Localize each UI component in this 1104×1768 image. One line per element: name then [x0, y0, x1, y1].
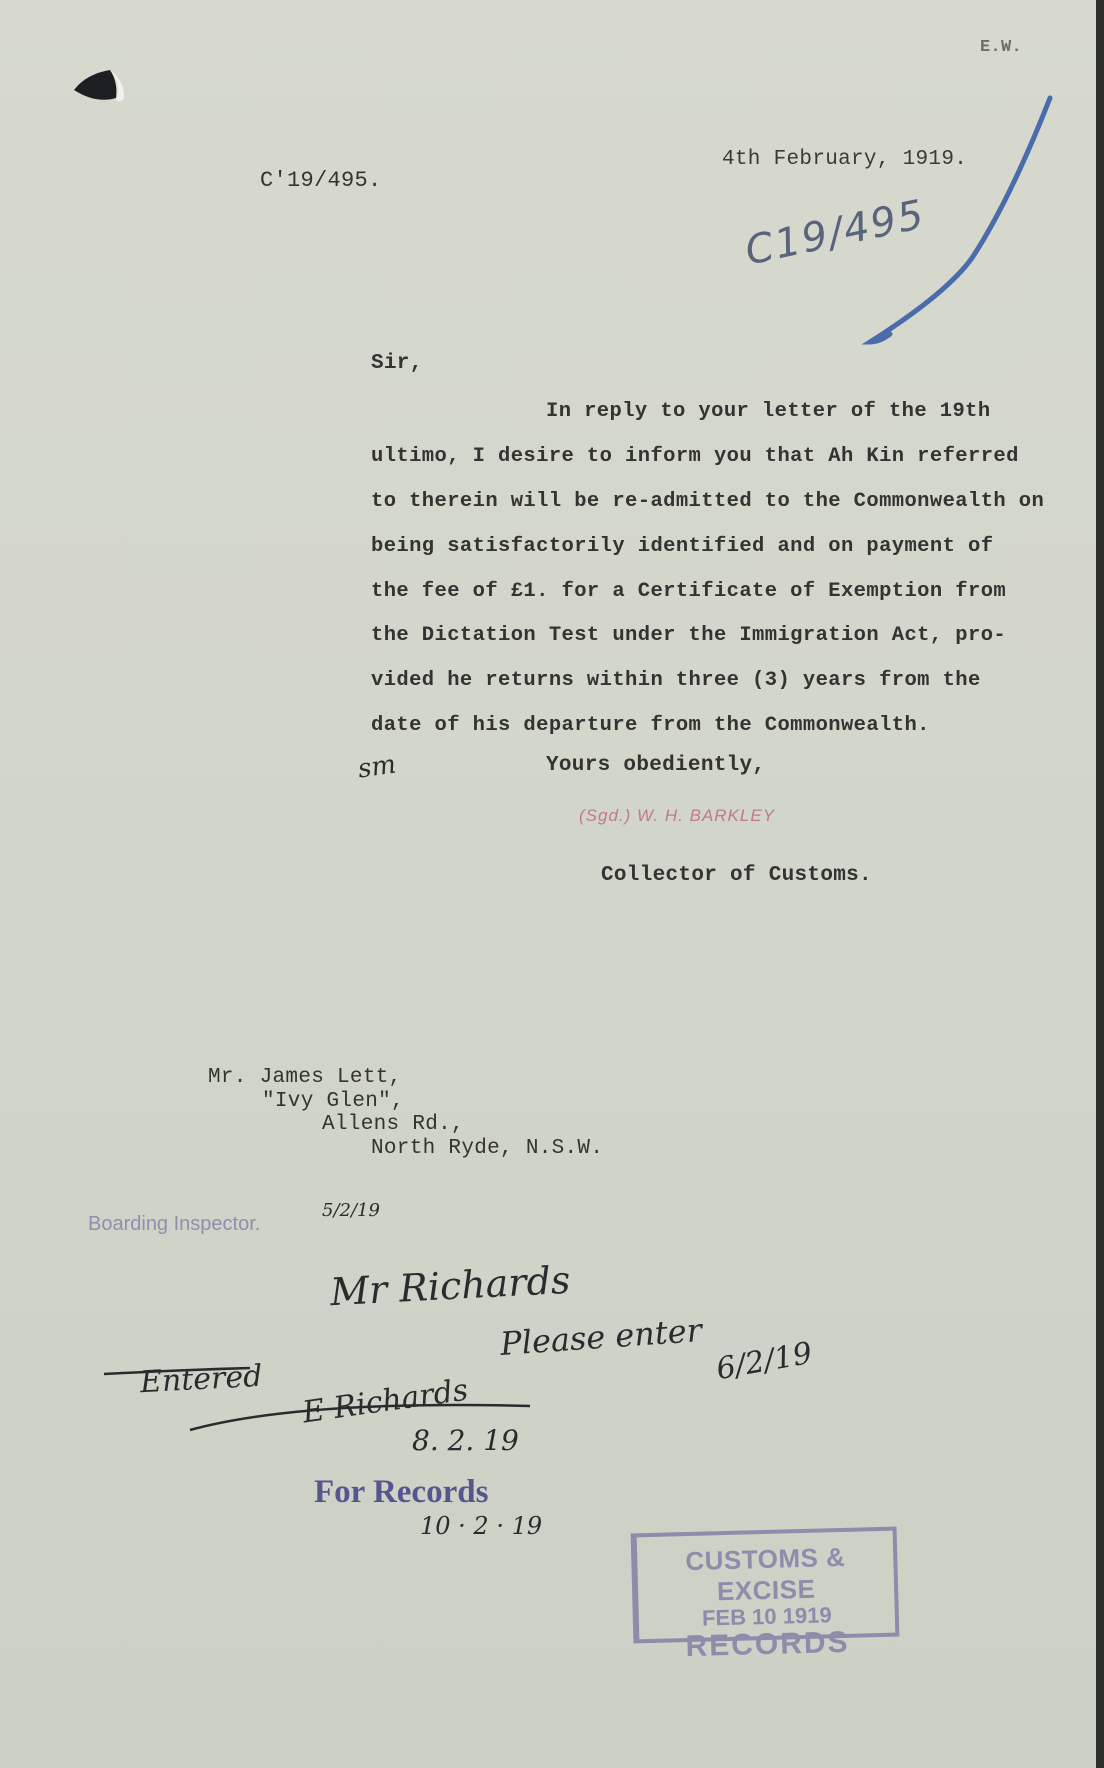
boarding-date: 5/2/19: [322, 1200, 380, 1221]
body-line-8: date of his departure from the Commonwealth.: [371, 714, 930, 737]
note-name: Mr Richards: [329, 1257, 572, 1315]
letter-date: 4th February, 1919.: [722, 148, 968, 171]
initials-top-right: E.W.: [980, 38, 1023, 57]
for-records-stamp: For Records: [314, 1474, 489, 1510]
closing: Yours obediently,: [546, 754, 766, 777]
signatory-title: Collector of Customs.: [601, 864, 872, 887]
body-line-7: vided he returns within three (3) years from the: [371, 669, 981, 692]
for-records-date: 10 · 2 · 19: [420, 1512, 543, 1540]
stamp-line-2: FEB 10 1919: [701, 1602, 832, 1631]
handwritten-reference: C19/495: [741, 191, 930, 275]
stamp-line-1: CUSTOMS & EXCISE: [684, 1541, 846, 1607]
body-line-4: being satisfactorily identified and on payment of: [371, 535, 994, 558]
signature-stamp: (Sgd.) W. H. BARKLEY: [579, 806, 776, 825]
body-line-3: to therein will be re-admitted to the Commonwealth on: [371, 490, 1045, 513]
body-line-5: the fee of £1. for a Certificate of Exemption from: [371, 580, 1007, 603]
stamp-line-3: RECORDS: [685, 1625, 850, 1664]
address-line-1: Mr. James Lett,: [208, 1066, 402, 1089]
body-line-2: ultimo, I desire to inform you that Ah Kin referred: [371, 445, 1019, 468]
note-instruction: Please enter: [498, 1311, 704, 1363]
address-line-2: "Ivy Glen",: [262, 1090, 404, 1113]
reference-number: C'19/495.: [260, 168, 382, 193]
margin-initials: sm: [356, 749, 398, 785]
customs-received-stamp: [631, 1527, 900, 1664]
body-line-6: the Dictation Test under the Immigration Act, pro-: [371, 624, 1007, 647]
boarding-inspector-stamp: Boarding Inspector.: [88, 1213, 261, 1235]
entered-label: Entered: [139, 1358, 264, 1401]
salutation: Sir,: [371, 352, 423, 375]
entered-date: 8. 2. 19: [412, 1424, 519, 1457]
body-line-1: In reply to your letter of the 19th: [546, 400, 991, 423]
address-line-3: Allens Rd.,: [322, 1113, 464, 1136]
blue-pencil-tick: [860, 90, 1060, 350]
entered-signature: E Richards: [300, 1372, 471, 1431]
note-initials-date: 6/2/19: [713, 1335, 815, 1388]
punch-hole: [66, 64, 124, 108]
address-line-4: North Ryde, N.S.W.: [371, 1137, 604, 1160]
